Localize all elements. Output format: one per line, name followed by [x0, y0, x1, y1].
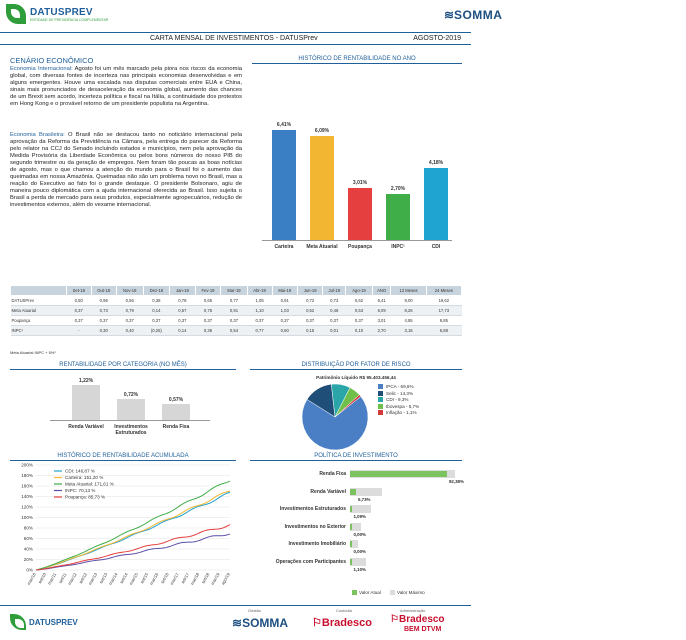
- table-cell: 0,38: [143, 296, 170, 306]
- acc-legend-label: Poupança: 85,73 %: [65, 494, 106, 500]
- table-cell: 0,75: [195, 306, 221, 316]
- table-header-cell: Mar-19: [221, 286, 247, 296]
- acc-y-tick: 80%: [23, 525, 33, 531]
- table-cell: 4,55: [391, 316, 426, 326]
- acc-x-tick: set/17: [179, 572, 191, 585]
- history-year-bar: [424, 168, 448, 240]
- table-header-cell: [11, 286, 67, 296]
- table-cell: 1,10: [247, 306, 272, 316]
- table-cell: 1,03: [272, 306, 297, 316]
- pie-legend-label: Inflação - 1,1%: [386, 410, 417, 415]
- acc-x-tick: set/10: [37, 572, 48, 585]
- intl-label: Economia Internacional:: [10, 66, 73, 72]
- table-cell: 9,00: [391, 296, 426, 306]
- policy-legend-actual-label: Valor Atual: [359, 590, 381, 595]
- table-cell: 0,37: [272, 316, 297, 326]
- table-header-cell: Jul-19: [323, 286, 346, 296]
- table-header-cell: Dez-18: [143, 286, 170, 296]
- pie-legend-item: [378, 391, 413, 396]
- table-cell: 17,73: [426, 306, 461, 316]
- policy-label: Renda Variável: [310, 488, 346, 495]
- table-cell: 3,16: [391, 326, 426, 336]
- pie-legend-swatch: [378, 397, 383, 402]
- table-cell: 0,73: [91, 306, 116, 316]
- table-header-cell: Nov-18: [116, 286, 143, 296]
- br-paragraph: [10, 132, 242, 209]
- table-header-cell: 12 Meses: [391, 286, 426, 296]
- acc-x-tick: mar/11: [46, 572, 58, 586]
- acc-x-tick: set/15: [139, 572, 150, 585]
- pie-legend-item: [378, 410, 417, 415]
- policy-label: Investimento Imobiliário: [288, 541, 346, 547]
- footer-admin-label: Administração: [400, 608, 426, 613]
- table-cell: 0,40: [116, 326, 143, 336]
- table-header-cell: Set-18: [67, 286, 92, 296]
- br-label: Economia Brasileira:: [10, 132, 65, 138]
- acc-x-tick: mar/13: [87, 572, 99, 586]
- risk-subtitle: Patrimônio Líquido R$ 95.403.456,44: [316, 375, 396, 380]
- table-cell: 0,37: [143, 316, 170, 326]
- acc-y-tick: 120%: [21, 504, 33, 510]
- table-cell: 0,37: [195, 316, 221, 326]
- acc-x-tick: mar/12: [66, 572, 78, 586]
- acc-x-tick: set/11: [57, 572, 68, 585]
- table-cell: 0,37: [116, 316, 143, 326]
- table-cell: 6,88: [426, 326, 461, 336]
- leaf-icon: [6, 4, 26, 24]
- policy-actual-bar: [350, 506, 352, 512]
- category-title: RENTABILIDADE POR CATEGORIA (NO MÊS): [10, 362, 236, 370]
- table-cell: 0,01: [323, 326, 346, 336]
- policy-legend-actual: [352, 590, 381, 595]
- somma-mark-icon: ≋: [443, 8, 454, 22]
- risk-pie-chart: [300, 382, 370, 452]
- history-year-bar-value: 3,01%: [352, 180, 368, 187]
- policy-value: 0,00%: [353, 549, 366, 554]
- table-cell: 9,85: [426, 316, 461, 326]
- policy-value: 1,10%: [353, 566, 366, 572]
- policy-legend-max-label: Valor Máximo: [397, 590, 425, 595]
- table-note: Meta Atuarial INPC + 5%¹: [10, 350, 56, 355]
- table-row: [11, 316, 462, 326]
- footer-bradesco-logo: [312, 616, 372, 629]
- table-cell: 0,37: [67, 306, 92, 316]
- history-year-bar-label: Poupança: [348, 244, 372, 250]
- report-title-bar: [0, 32, 471, 45]
- policy-value: 92,38%: [448, 479, 464, 484]
- policy-value: 5,73%: [358, 496, 371, 502]
- category-bar: [162, 404, 190, 420]
- acc-y-tick: 160%: [21, 483, 33, 489]
- pie-legend-swatch: [378, 404, 383, 409]
- history-year-bar: [310, 136, 334, 240]
- pie-legend-swatch: [378, 410, 383, 415]
- acc-x-tick: mar/17: [168, 572, 180, 586]
- acc-legend-label: CDI: 146,87 %: [65, 468, 95, 474]
- policy-actual-bar: [350, 489, 356, 495]
- table-cell: Meta Atuarial: [11, 306, 67, 316]
- table-header-cell: ANO: [372, 286, 391, 296]
- footer-custodia-label: Custódia: [336, 608, 352, 613]
- category-axis: [50, 420, 210, 421]
- policy-legend-max: [390, 590, 425, 595]
- category-bar-value: 0,57%: [168, 396, 184, 403]
- table-cell: 0,96: [91, 296, 116, 306]
- policy-chart: [250, 462, 462, 602]
- history-year-bar-value: 4,18%: [428, 160, 444, 167]
- history-year-bar-label: INPC¹: [391, 244, 405, 250]
- table-cell: 0,37: [221, 316, 247, 326]
- footer-somma-mark-icon: ≋: [232, 616, 243, 630]
- policy-label: Renda Fixa: [319, 471, 346, 477]
- report-title: CARTA MENSAL DE INVESTIMENTOS - DATUSPrev: [150, 35, 318, 42]
- acc-y-tick: 20%: [23, 557, 33, 562]
- table-header-cell: Ago-19: [346, 286, 373, 296]
- intl-text: Agosto foi um mês marcado pela piora nos riscos da economia global, com diversas fontes de incerteza nas principais economias desenvolvidas e em alguns emergentes. Houve uma escalada nas disputas comerciais entre EUA e China, sinais mais pronunciados de desaceleração da economia global, aumento das chances de um Brexit sem acordo, incerteza política e fiscal na Itália, a continuidade dos protestos em Hong Kong e o provável retorno de um presidente populista na Argentina.: [10, 66, 242, 107]
- footer-brand: DATUSPREV: [29, 617, 78, 627]
- table-cell: 19,62: [426, 296, 461, 306]
- history-year-bar-label: Meta Atuarial: [306, 244, 338, 250]
- table-cell: 2,70: [372, 326, 391, 336]
- acc-x-tick: set/12: [77, 572, 88, 585]
- category-bar-label: Renda Variável: [68, 424, 104, 430]
- acc-x-tick: set/16: [159, 572, 170, 585]
- table-cell: Poupança: [11, 316, 67, 326]
- history-year-bar: [272, 130, 296, 240]
- table-cell: 0,37: [170, 316, 195, 326]
- category-bar-value: 0,72%: [123, 392, 139, 399]
- footer-bem-text: BEM DTVM: [404, 626, 442, 633]
- history-year-bar-value: 6,09%: [314, 127, 330, 134]
- footer-somma-text: SOMMA: [242, 616, 289, 630]
- table-cell: 8,26: [391, 306, 426, 316]
- brand-subtitle: ENTIDADE DE PREVIDÊNCIA COMPLEMENTAR: [30, 17, 109, 22]
- table-cell: 0,14: [170, 326, 195, 336]
- table-cell: 0,46: [323, 306, 346, 316]
- accumulated-title: HISTÓRICO DE RENTABILIDADE ACUMULADA: [10, 453, 236, 461]
- pie-legend-swatch: [378, 384, 383, 389]
- pie-legend-item: [378, 404, 419, 409]
- acc-x-tick: ago/19: [220, 572, 231, 586]
- footer: [0, 605, 471, 640]
- acc-series-line: [36, 525, 230, 570]
- table-cell: 0,30: [91, 326, 116, 336]
- acc-x-tick: set/13: [98, 572, 109, 585]
- category-bar-value: 1,22%: [78, 378, 94, 385]
- acc-legend-label: INPC: 70,13 %: [65, 488, 96, 493]
- policy-label: Investimentos Estruturados: [279, 506, 346, 512]
- table-cell: 0,10: [346, 326, 373, 336]
- table-cell: 0,54: [221, 326, 247, 336]
- acc-x-tick: mar/10: [26, 572, 37, 586]
- table-cell: 0,36: [195, 326, 221, 336]
- policy-actual-bar: [350, 559, 352, 565]
- policy-actual-bar: [350, 524, 352, 530]
- table-cell: 6,09: [372, 306, 391, 316]
- table-cell: 0,52: [297, 306, 322, 316]
- table-cell: 1,05: [247, 296, 272, 306]
- table-cell: 0,15: [297, 326, 322, 336]
- report-date: AGOSTO-2019: [413, 35, 461, 42]
- table-header-cell: Jun-19: [297, 286, 322, 296]
- table-cell: DATUSPrev: [11, 296, 67, 306]
- footer-bradesco-text: Bradesco: [321, 617, 373, 629]
- accumulated-line-chart: [10, 460, 236, 600]
- history-year-chart: [252, 70, 462, 280]
- pie-legend-item: [378, 397, 408, 402]
- footer-bradesco-icon: ⚐: [312, 617, 322, 629]
- scenario-title: CENÁRIO ECONÔMICO: [10, 56, 94, 65]
- table-cell: 0,57: [170, 306, 195, 316]
- acc-y-tick: 140%: [21, 494, 33, 499]
- footer-leaf-icon: [10, 614, 26, 630]
- table-header-cell: Jan-19: [170, 286, 195, 296]
- footer-bem-logo: [390, 614, 445, 625]
- table-cell: 0,37: [323, 316, 346, 326]
- policy-actual-bar: [350, 541, 352, 547]
- table-cell: 0,53: [346, 306, 373, 316]
- history-year-bar-label: Carteira: [274, 244, 294, 250]
- risk-title: DISTRIBUIÇÃO POR FATOR DE RISCO: [250, 362, 462, 370]
- history-year-bar-label: CDI: [431, 244, 441, 250]
- table-header-cell: Fev-19: [195, 286, 221, 296]
- acc-y-tick: 180%: [21, 473, 33, 478]
- acc-y-tick: 40%: [23, 546, 33, 552]
- pie-legend-label: CDI - 9,3%: [386, 397, 409, 402]
- footer-datusprev-logo: [10, 614, 78, 630]
- table-header-cell: Out-18: [91, 286, 116, 296]
- policy-max-bar: [350, 505, 371, 513]
- policy-legend-max-swatch: [390, 590, 395, 595]
- table-cell: 0,77: [221, 296, 247, 306]
- table-header-row: [11, 286, 462, 296]
- history-year-title: HISTÓRICO DE RENTABILIDADE NO ANO: [252, 56, 462, 64]
- table-cell: 0,14: [143, 306, 170, 316]
- table-cell: 0,91: [272, 296, 297, 306]
- acc-x-tick: mar/16: [148, 572, 160, 586]
- table-cell: 0,37: [247, 316, 272, 326]
- pie-legend-label: IPCA - 69,6%: [386, 384, 414, 389]
- table-cell: -: [67, 326, 92, 336]
- pie-legend-label: Selic - 14,3%: [386, 390, 414, 396]
- category-bar-label: Investimentos Estruturados: [114, 424, 148, 436]
- policy-label: Investimentos no Exterior: [284, 523, 346, 530]
- table-cell: 0,56: [116, 296, 143, 306]
- manager-name: SOMMA: [453, 7, 503, 22]
- table-header-cell: 24 Meses: [426, 286, 461, 296]
- acc-x-tick: set/18: [200, 572, 211, 585]
- table-row: [11, 306, 462, 316]
- acc-legend-label: Meta Atuarial: 171,61 %: [65, 481, 114, 487]
- acc-x-tick: mar/19: [209, 572, 221, 586]
- table-cell: 0,37: [346, 316, 373, 326]
- policy-label: Operações com Participantes: [275, 558, 346, 565]
- acc-y-tick: 60%: [23, 536, 33, 541]
- policy-value: 0,00%: [353, 531, 366, 537]
- policy-max-bar: [350, 523, 361, 531]
- table-cell: 0,79: [116, 306, 143, 316]
- table-cell: 0,91: [221, 306, 247, 316]
- category-bar-label: Renda Fixa: [162, 424, 190, 430]
- table-cell: 6,41: [372, 296, 391, 306]
- table-header-cell: Abr-19: [247, 286, 272, 296]
- footer-bradesco2-icon: ⚐: [390, 614, 399, 625]
- acc-series-line: [36, 492, 230, 570]
- acc-series-line: [36, 491, 230, 570]
- acc-x-tick: mar/15: [128, 572, 139, 586]
- table-cell: 0,77: [247, 326, 272, 336]
- br-text: O Brasil não se destacou tanto no noticiário internacional pela aprovação da Reforma da Previdência na Câmara, pela entrega do parecer da Reforma pelo relator na CCJ do Senado incluindo estados e municípios, nem pela aprovação da Medida Provisória da Liberdade Econômica ou pelos bons números do nosso PIB do segundo trimestre ou da geração de empregos. Nem foram tão poucas as boas notícias de agosto, mas o que chamou a atenção do mundo para o Brasil foi o aumento das queimadas em nossa Amazônia. Queimadas não são um problema novo no Brasil, mas a reação do Executivo ao fato foi o grande destaque. O presidente Bolsonaro, agiu de maneira pouco diplomática com a ajuda internacional oferecida ao Brasil. Isso sujeita o Brasil a perda de mercado para seus produtos, especialmente agropecuários, redução de investimentos externos, além do vexame internacional.: [10, 132, 242, 208]
- table-header-cell: Mai-19: [272, 286, 297, 296]
- history-year-bar-value: 6,41%: [276, 122, 292, 129]
- brand-name: DATUSPREV: [30, 6, 93, 18]
- table-cell: (0,25): [143, 326, 170, 336]
- table-cell: 0,73: [323, 296, 346, 306]
- history-year-bar: [386, 194, 410, 240]
- datusprev-logo: [6, 4, 108, 24]
- policy-legend-actual-swatch: [352, 590, 357, 595]
- policy-title: POLÍTICA DE INVESTIMENTO: [250, 453, 462, 461]
- pie-legend-swatch: [378, 391, 383, 396]
- table-row: [11, 296, 462, 306]
- header: [0, 0, 503, 28]
- table-cell: 0,37: [67, 316, 92, 326]
- acc-x-tick: mar/14: [107, 572, 119, 586]
- category-bar: [117, 399, 145, 420]
- table-cell: INPC¹: [11, 326, 67, 336]
- acc-y-tick: 0%: [26, 567, 33, 573]
- category-bar: [72, 385, 100, 420]
- table-cell: 0,37: [297, 316, 322, 326]
- pie-legend-item: [378, 384, 414, 389]
- table-cell: 0,72: [297, 296, 322, 306]
- table-cell: 0,65: [195, 296, 221, 306]
- table-row: [11, 326, 462, 336]
- acc-legend-label: Carteira: 151,20 %: [65, 475, 104, 480]
- footer-bradesco2-text: Bradesco: [398, 614, 445, 625]
- table-cell: 0,37: [91, 316, 116, 326]
- somma-logo: [443, 7, 503, 22]
- intl-paragraph: [10, 66, 242, 108]
- table-cell: 3,01: [372, 316, 391, 326]
- history-year-bar-value: 2,70%: [390, 185, 406, 192]
- pie-legend-label: Ibovespa - 5,7%: [386, 403, 420, 409]
- footer-gestao-label: Gestão: [248, 608, 261, 613]
- acc-x-tick: set/14: [118, 572, 129, 585]
- table-cell: 0,50: [67, 296, 92, 306]
- acc-x-tick: mar/18: [189, 572, 201, 586]
- policy-actual-bar: [350, 471, 447, 477]
- table-cell: 0,62: [346, 296, 373, 306]
- policy-value: 1,09%: [353, 514, 366, 519]
- policy-max-bar: [350, 558, 366, 566]
- history-year-axis: [262, 240, 452, 241]
- acc-y-tick: 200%: [21, 462, 33, 468]
- acc-y-tick: 100%: [21, 515, 33, 520]
- table-cell: 0,60: [272, 326, 297, 336]
- footer-somma-logo: [232, 616, 288, 630]
- returns-table: [10, 285, 462, 336]
- history-year-bar: [348, 188, 372, 240]
- category-chart: [10, 372, 236, 447]
- table-cell: 0,78: [170, 296, 195, 306]
